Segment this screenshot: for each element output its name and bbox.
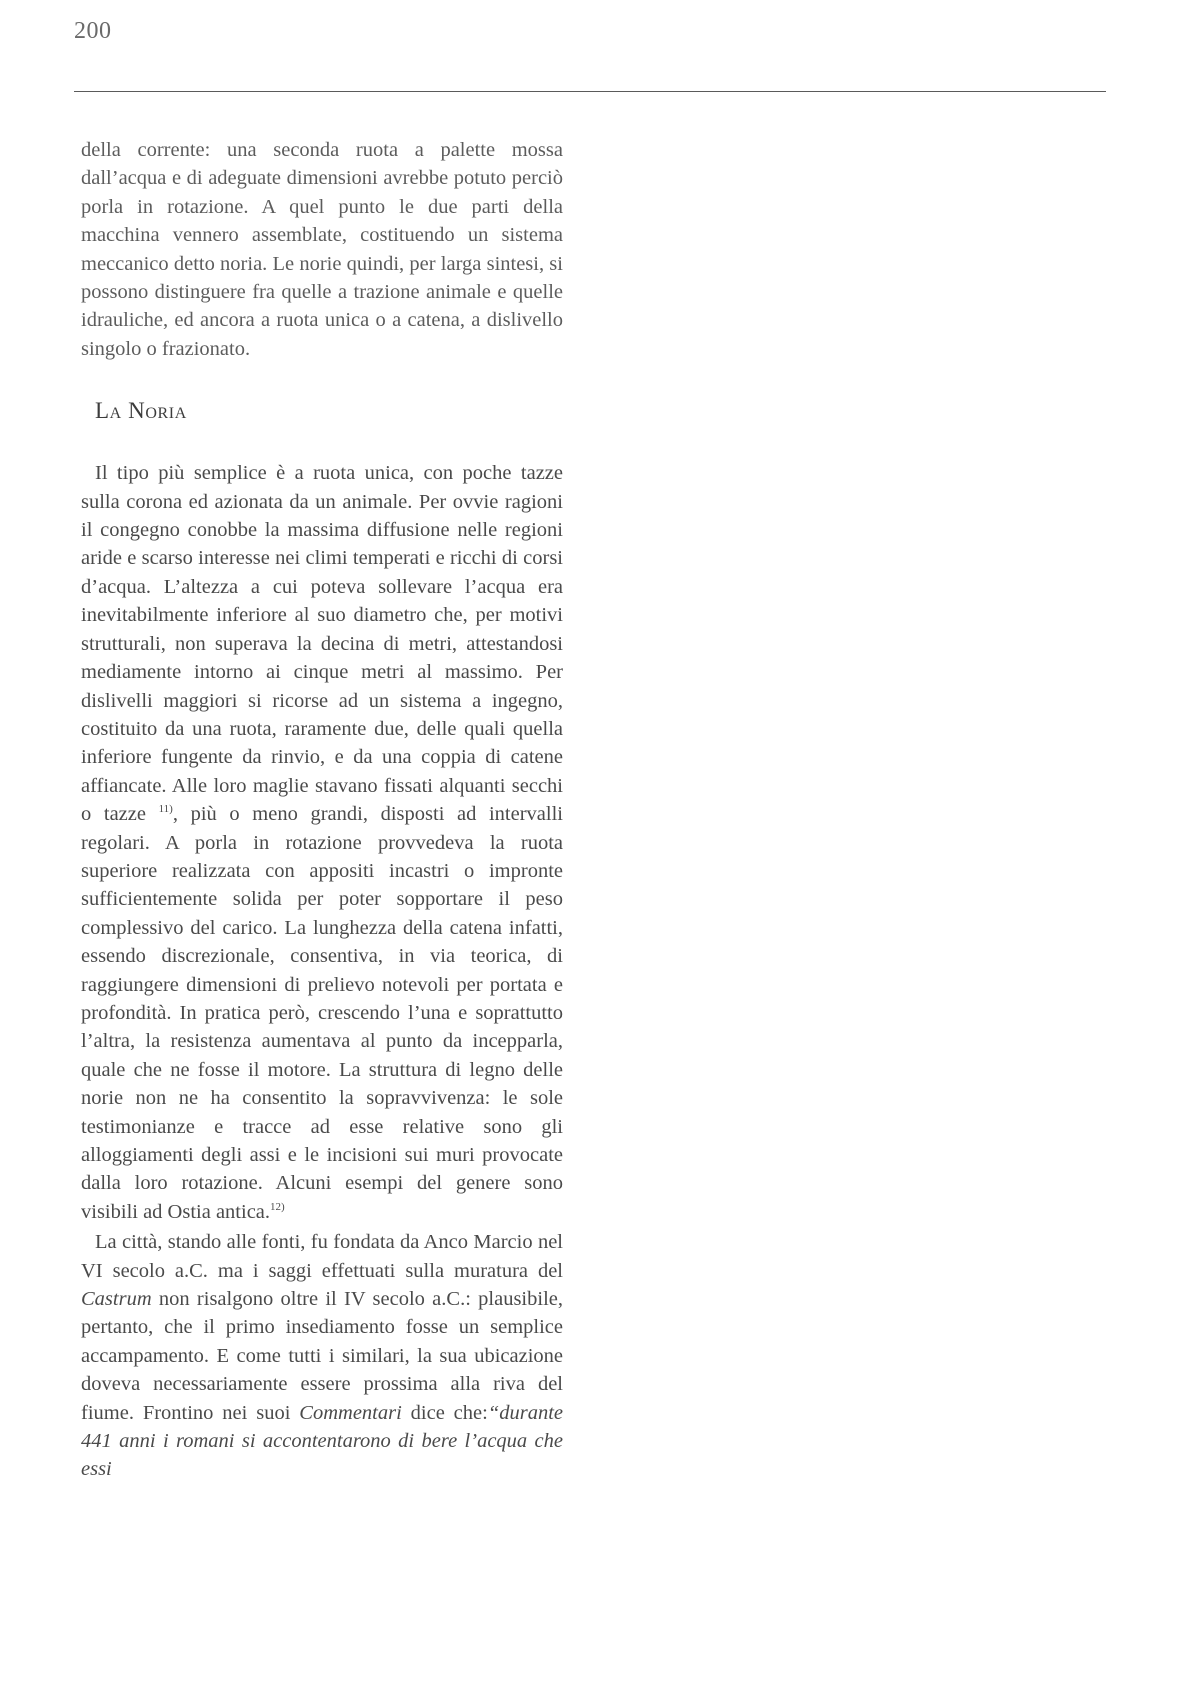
castrum-term: Castrum (81, 1288, 152, 1311)
paragraph-2-text-b: non risalgono oltre il IV secolo a.C.: plausibile, pertanto, che il primo insediamento fosse un semplice accampamento. E come tutti i similari, la sua ubicazione doveva necessariamente essere prossima alla riva del fiume. Frontino nei suoi (81, 1288, 563, 1424)
footnote-ref-12: 12) (270, 1200, 285, 1213)
intro-paragraph: della corrente: una seconda ruota a palette mossa dall’acqua e di adeguate dimensioni avrebbe potuto perciò porla in rotazione. A quel punto le due parti della macchina vennero assemblate, costituendo un sistema meccanico detto noria. Le norie quindi, per larga sintesi, si possono distinguere fra quelle a trazione animale e quelle idrauliche, ed ancora a ruota unica o a catena, a dislivello singolo o frazionato. (81, 139, 563, 360)
body-paragraph-2 (81, 1228, 563, 1484)
paragraph-1-text-a: Il tipo più semplice è a ruota unica, con poche tazze sulla corona ed azionata da un animale. Per ovvie ragioni il congegno conobbe la massima diffusione nelle regioni aride e scarso interesse nei climi temperati e ricchi di corsi d’acqua. L’altezza a cui poteva sollevare l’acqua era inevitabilmente inferiore al suo diametro che, per motivi strutturali, non superava la decina di metri, attestandosi mediamente intorno ai cinque metri al massimo. Per dislivelli maggiori si ricorse ad un sistema a ingegno, costituito da una ruota, raramente due, delle quali quella inferiore fungente da rinvio, e da una coppia di catene affiancate. Alle loro maglie stavano fissati alquanti secchi o tazze (81, 462, 563, 826)
commentari-title: Commentari (299, 1401, 402, 1424)
text-column (81, 136, 563, 1484)
footnote-ref-11: 11) (158, 803, 173, 816)
paragraph-1-text-b: , più o meno grandi, disposti ad intervalli regolari. A porla in rotazione provvedeva la ruota superiore realizzata con appositi incastri o impronte sufficientemente solida per poter sopportare il peso complessivo del carico. La lunghezza della catena infatti, essendo discrezionale, consentiva, in via teorica, di raggiungere dimensioni di prelievo notevoli per portata e profondità. In pratica però, crescendo l’una e soprattutto l’altra, la resistenza aumentava al punto da incepparla, quale che ne fosse il motore. La struttura di legno delle norie non ne ha consentito la sopravvivenza: le sole testimonianze e tracce ad esse relative sono gli alloggiamenti degli assi e le incisioni sui muri provocate dalla loro rotazione. Alcuni esempi del genere sono visibili ad Ostia antica. (81, 803, 563, 1223)
section-heading: La Noria (95, 398, 187, 424)
paragraph-2-text-a: La città, stando alle fonti, fu fondata da Anco Marcio nel VI secolo a.C. ma i saggi effettuati sulla muratura del (81, 1231, 563, 1282)
header-rule (74, 91, 1106, 92)
page-number: 200 (74, 18, 112, 44)
paragraph-2-text-c: dice che: (401, 1401, 488, 1424)
frontino-quote: “durante 441 anni i romani si accontentarono di bere l’acqua che essi (81, 1401, 564, 1481)
body-paragraph-1 (81, 459, 563, 1226)
